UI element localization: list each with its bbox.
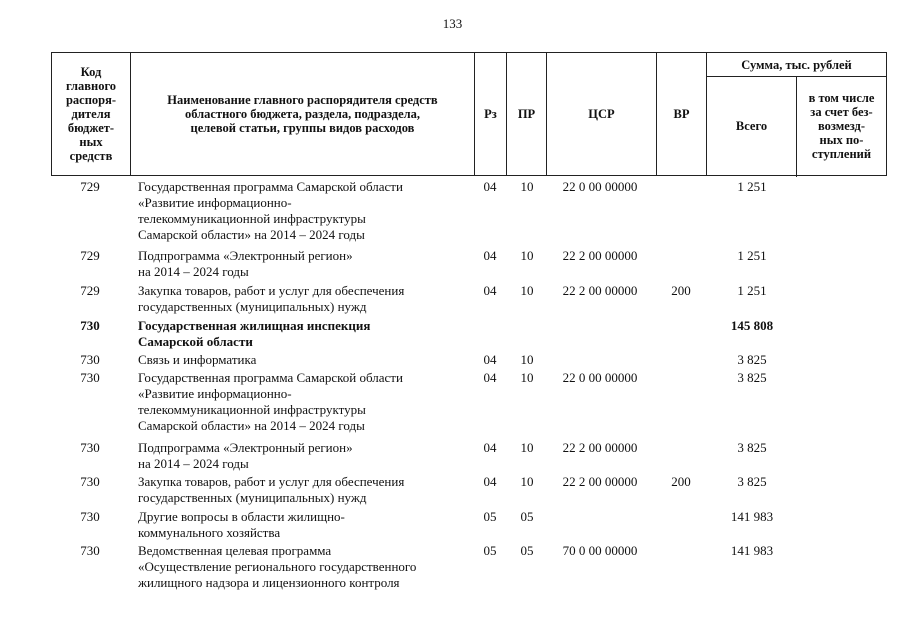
row-code: 730 (80, 543, 100, 558)
row-csr: 22 2 00 00000 (562, 248, 638, 263)
table-header (51, 52, 887, 176)
row-code: 730 (80, 474, 100, 489)
row-code: 729 (80, 283, 100, 298)
header-rz: Рз (484, 107, 497, 121)
header-incl: в том числе за счет без- возмезд- ных по- ступлений (808, 91, 875, 161)
row-name: Государственная жилищная инспекция Самарской области (138, 318, 371, 349)
row-rz: 04 (483, 370, 497, 385)
row-rz: 04 (483, 248, 497, 263)
row-code: 730 (80, 318, 100, 333)
row-name: Подпрограмма «Электронный регион» на 2014 – 2024 годы (138, 248, 353, 279)
header-total: Всего (735, 119, 768, 133)
row-pr: 10 (520, 474, 534, 489)
row-pr: 05 (520, 543, 534, 558)
header-name: Наименование главного распорядителя средств областного бюджета, раздела, подраздела, целевой статьи, группы видов расходов (167, 93, 438, 135)
row-csr: 22 2 00 00000 (562, 440, 638, 455)
row-total: 145 808 (730, 318, 774, 333)
row-rz: 04 (483, 179, 497, 194)
row-csr: 22 0 00 00000 (562, 179, 638, 194)
row-rz: 05 (483, 509, 497, 524)
page-number: 133 (442, 16, 463, 31)
row-code: 730 (80, 509, 100, 524)
row-rz: 05 (483, 543, 497, 558)
row-rz: 04 (483, 283, 497, 298)
row-csr: 70 0 00 00000 (562, 543, 638, 558)
row-name: Ведомственная целевая программа «Осуществление регионального государственного жилищного надзора и лицензионного контроля (138, 543, 417, 590)
row-code: 729 (80, 179, 100, 194)
row-pr: 10 (520, 440, 534, 455)
row-name: Другие вопросы в области жилищно- коммунального хозяйства (138, 509, 345, 540)
row-name: Подпрограмма «Электронный регион» на 2014 – 2024 годы (138, 440, 353, 471)
row-pr: 10 (520, 370, 534, 385)
row-name: Связь и информатика (138, 352, 257, 367)
row-code: 730 (80, 370, 100, 385)
header-vr: ВР (673, 107, 690, 121)
row-code: 729 (80, 248, 100, 263)
row-pr: 10 (520, 352, 534, 367)
row-pr: 05 (520, 509, 534, 524)
row-pr: 10 (520, 283, 534, 298)
row-name: Государственная программа Самарской области «Развитие информационно- телекоммуникационной инфраструктуры Самарской области» на 2014 – 2024 годы (138, 179, 403, 242)
row-total: 3 825 (737, 352, 767, 367)
row-rz: 04 (483, 352, 497, 367)
row-vr: 200 (671, 474, 691, 489)
row-total: 3 825 (737, 440, 767, 455)
row-csr: 22 2 00 00000 (562, 283, 638, 298)
header-pr: ПР (517, 107, 536, 121)
row-csr: 22 0 00 00000 (562, 370, 638, 385)
row-pr: 10 (520, 179, 534, 194)
row-name: Государственная программа Самарской области «Развитие информационно- телекоммуникационной инфраструктуры Самарской области» на 2014 – 2024 годы (138, 370, 403, 433)
header-code: Код главного распоря- дителя бюджет- ных средств (65, 65, 117, 163)
row-rz: 04 (483, 440, 497, 455)
row-code: 730 (80, 352, 100, 367)
row-name: Закупка товаров, работ и услуг для обеспечения государственных (муниципальных) нужд (138, 474, 405, 505)
row-total: 141 983 (730, 543, 774, 558)
row-vr: 200 (671, 283, 691, 298)
row-code: 730 (80, 440, 100, 455)
row-total: 3 825 (737, 474, 767, 489)
row-name: Закупка товаров, работ и услуг для обеспечения государственных (муниципальных) нужд (138, 283, 405, 314)
row-csr: 22 2 00 00000 (562, 474, 638, 489)
row-total: 1 251 (737, 248, 767, 263)
row-rz: 04 (483, 474, 497, 489)
row-pr: 10 (520, 248, 534, 263)
row-total: 3 825 (737, 370, 767, 385)
row-total: 141 983 (730, 509, 774, 524)
row-total: 1 251 (737, 179, 767, 194)
header-sum: Сумма, тыс. рублей (741, 57, 852, 72)
row-total: 1 251 (737, 283, 767, 298)
header-csr: ЦСР (588, 107, 615, 121)
